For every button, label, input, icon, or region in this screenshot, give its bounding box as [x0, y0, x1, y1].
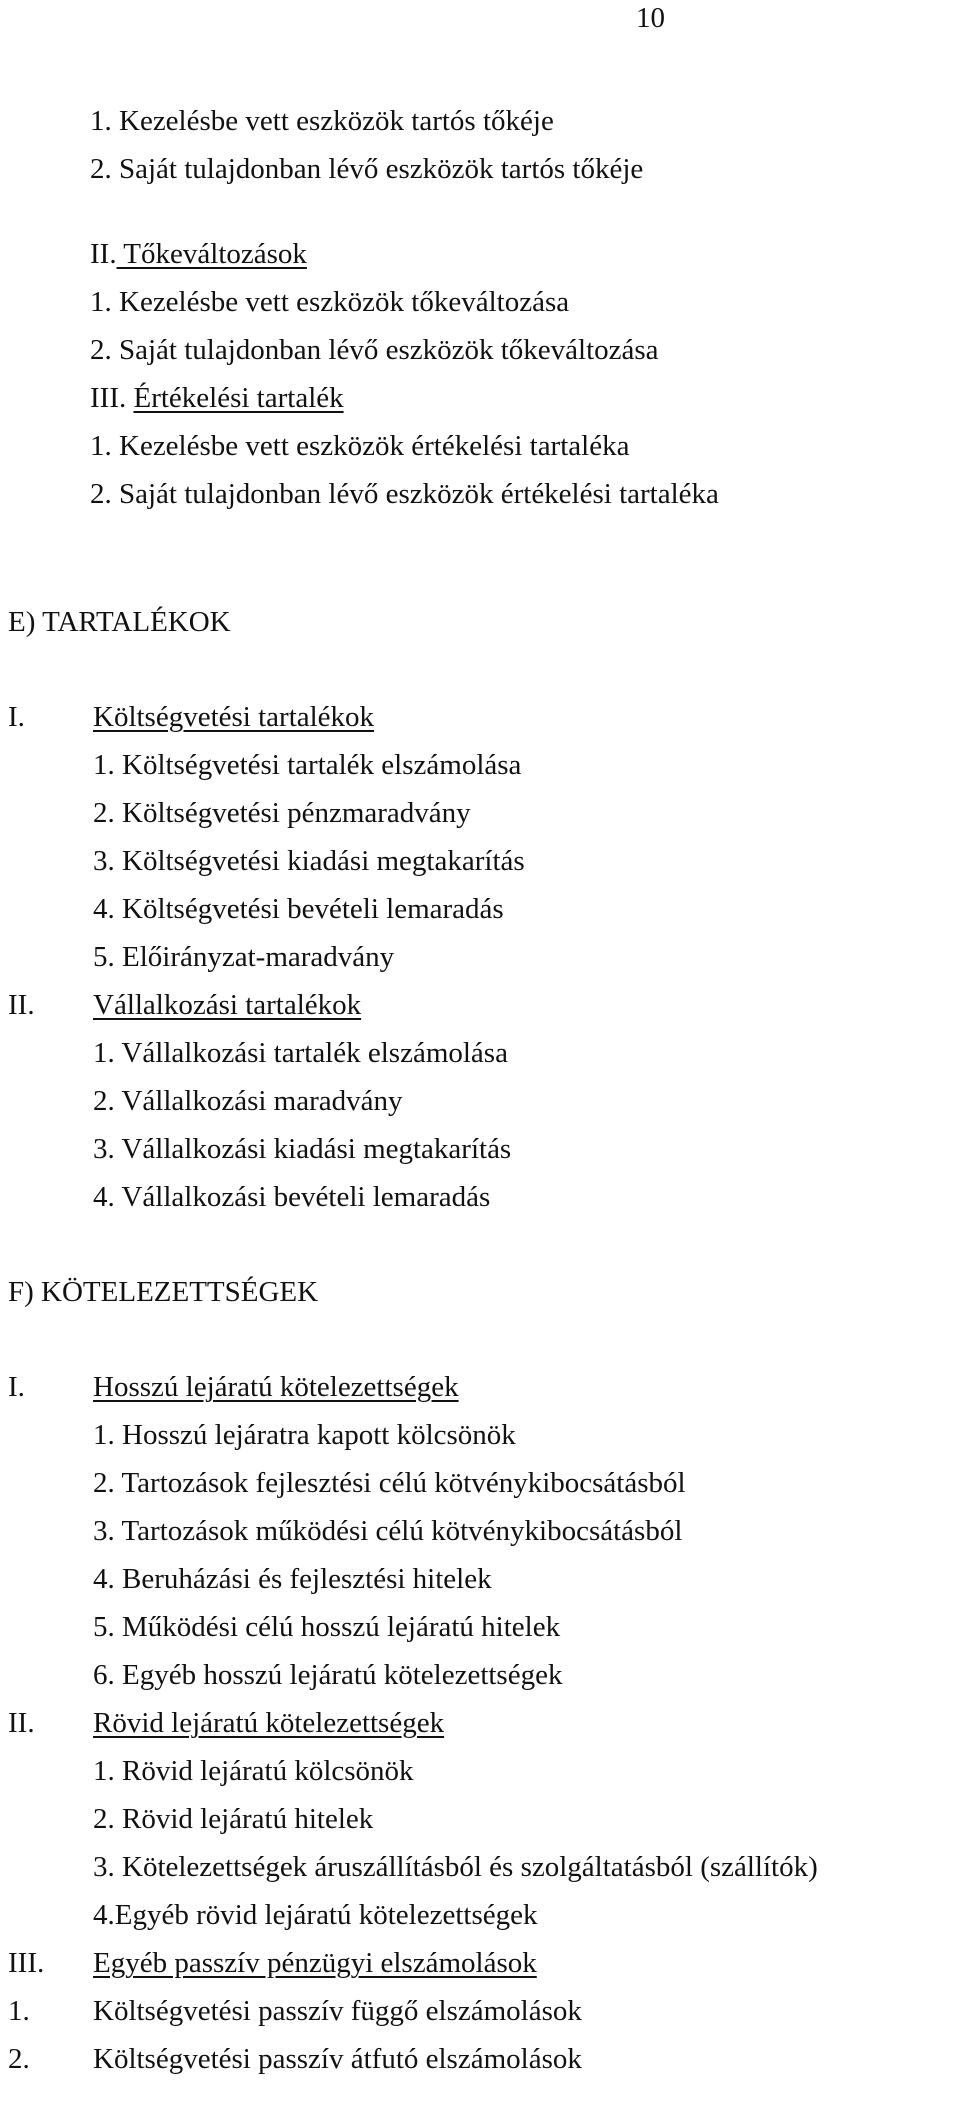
list-item: 1. Rövid lejáratú kölcsönök: [93, 1755, 414, 1787]
list-item: 3. Költségvetési kiadási megtakarítás: [93, 845, 525, 877]
list-item: 4.Egyéb rövid lejáratú kötelezettségek: [93, 1899, 538, 1931]
roman-numeral: I.: [8, 1371, 25, 1403]
list-item: 4. Költségvetési bevételi lemaradás: [93, 893, 504, 925]
roman-numeral: I.: [8, 701, 25, 733]
list-item: 1. Kezelésbe vett eszközök tartós tőkéje: [90, 105, 554, 137]
group-heading: Rövid lejáratú kötelezettségek: [93, 1707, 445, 1739]
list-item: 3. Kötelezettségek áruszállításból és szolgáltatásból (szállítók): [93, 1851, 818, 1883]
list-item: 5. Előirányzat-maradvány: [93, 941, 395, 973]
section-title-e: E) TARTALÉKOK: [8, 606, 231, 638]
list-item: 1. Vállalkozási tartalék elszámolása: [93, 1037, 508, 1069]
group-heading: Vállalkozási tartalékok: [93, 989, 362, 1021]
heading-tokevaltozasok: Tőkeváltozások: [116, 238, 307, 270]
list-item: 2. Vállalkozási maradvány: [93, 1085, 403, 1117]
roman-numeral: III.: [8, 1947, 45, 1979]
list-item: 2. Rövid lejáratú hitelek: [93, 1803, 374, 1835]
section-heading: [90, 381, 344, 415]
list-item: 3. Vállalkozási kiadási megtakarítás: [93, 1133, 512, 1165]
heading-roman-prefix: II.: [90, 238, 117, 270]
tail-number: 2.: [8, 2043, 30, 2075]
roman-numeral: II.: [8, 989, 35, 1021]
list-item: 5. Működési célú hosszú lejáratú hitelek: [93, 1611, 561, 1643]
section-heading: [90, 237, 307, 271]
heading-roman-prefix: III.: [90, 382, 134, 414]
list-item: 1. Kezelésbe vett eszközök értékelési tartaléka: [90, 430, 630, 462]
list-item: Költségvetési passzív függő elszámolások: [93, 1995, 582, 2027]
list-item: 2. Saját tulajdonban lévő eszközök tartós tőkéje: [90, 153, 644, 185]
group-heading: Egyéb passzív pénzügyi elszámolások: [93, 1947, 537, 1979]
page-number: 10: [636, 2, 665, 34]
list-item: 2. Költségvetési pénzmaradvány: [93, 797, 471, 829]
list-item: 2. Tartozások fejlesztési célú kötvénykibocsátásból: [93, 1467, 686, 1499]
list-item: 1. Költségvetési tartalék elszámolása: [93, 749, 522, 781]
section-title-f: F) KÖTELEZETTSÉGEK: [8, 1276, 319, 1308]
list-item: 4. Beruházási és fejlesztési hitelek: [93, 1563, 492, 1595]
list-item: 3. Tartozások működési célú kötvénykibocsátásból: [93, 1515, 683, 1547]
list-item: Költségvetési passzív átfutó elszámolások: [93, 2043, 582, 2075]
list-item: 4. Vállalkozási bevételi lemaradás: [93, 1181, 491, 1213]
list-item: 1. Hosszú lejáratra kapott kölcsönök: [93, 1419, 516, 1451]
list-item: 2. Saját tulajdonban lévő eszközök értékelési tartaléka: [90, 478, 719, 510]
group-heading: Költségvetési tartalékok: [93, 701, 375, 733]
heading-ertekelesi: Értékelési tartalék: [133, 382, 344, 414]
roman-numeral: II.: [8, 1707, 35, 1739]
tail-number: 1.: [8, 1995, 30, 2027]
list-item: 2. Saját tulajdonban lévő eszközök tőkeváltozása: [90, 334, 659, 366]
list-item: 1. Kezelésbe vett eszközök tőkeváltozása: [90, 286, 570, 318]
list-item: 6. Egyéb hosszú lejáratú kötelezettségek: [93, 1659, 563, 1691]
group-heading: Hosszú lejáratú kötelezettségek: [93, 1371, 459, 1403]
